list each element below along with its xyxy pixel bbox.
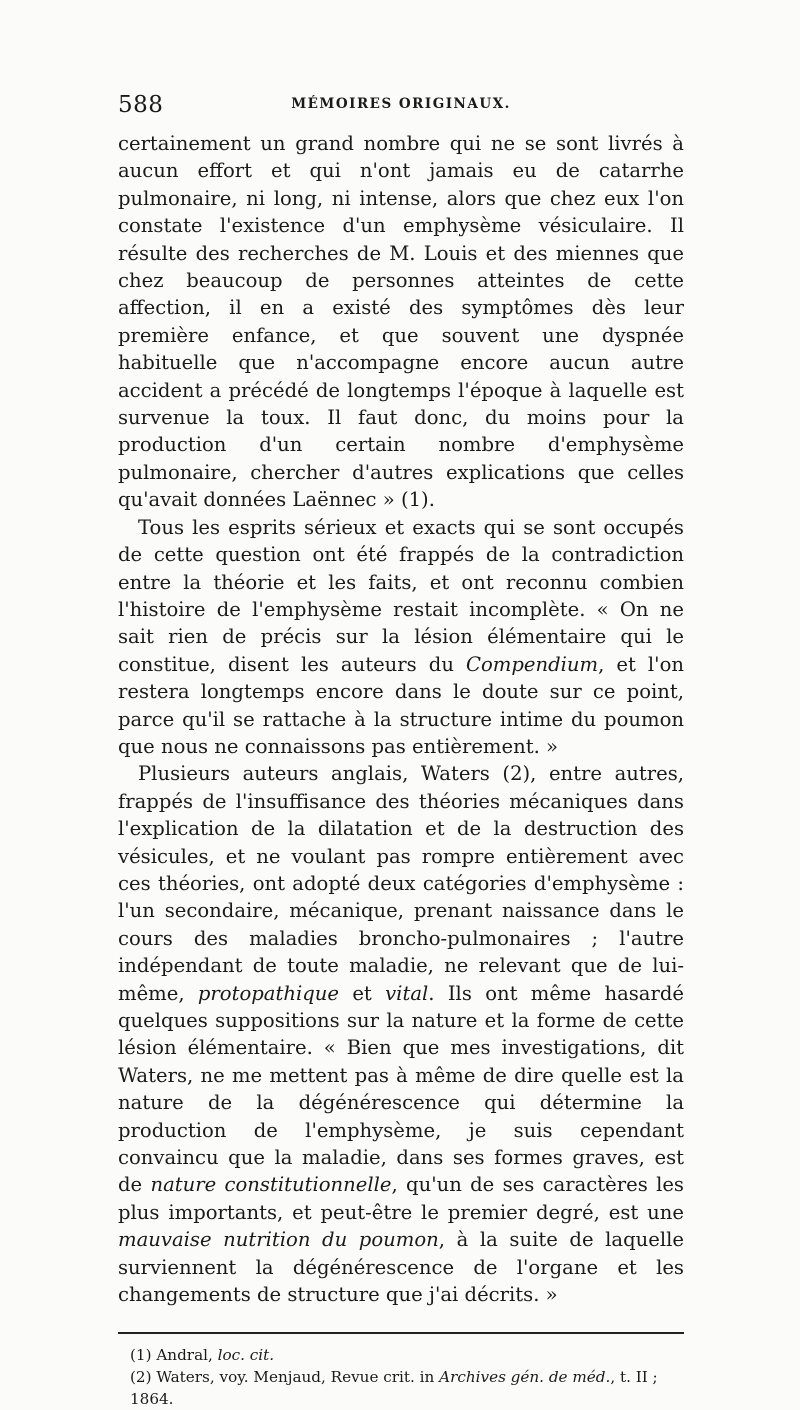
book-page [118,92,684,1410]
italic-text: loc. cit. [217,1346,275,1365]
italic-text: Archives gén. de méd. [439,1368,611,1387]
footnote-1 [130,1344,684,1366]
paragraph-2 [118,514,684,761]
paragraph-text: . Ils ont même hasardé quelques suppositions sur la nature et la forme de cette lésion élémentaire. « Bien que mes investigations, dit Waters, ne me mettent pas à même de dire quelle est la nature de la dégénérescence qui détermine la production de l'emphysème, je suis cependant convaincu que la maladie, dans ses formes graves, est de [118,981,684,1197]
body-text [118,130,684,1308]
paragraph-text: , et l'on restera longtemps encore dans le doute sur ce point, parce qu'il se rattache à la structure intime du poumon que nous ne connaissons pas entièrement. » [118,652,684,758]
italic-text: nature constitutionnelle [150,1173,392,1197]
paragraph-text: Tous les esprits sérieux et exacts qui se sont occupés de cette question ont été frappés de la contradiction entre la théorie et les faits, et ont reconnu combien l'histoire de l'emphysème restait incomplète. « On ne sait rien de précis sur la lésion élémentaire qui le constitue, disent les auteurs du [118,515,684,676]
italic-text: Compendium [465,652,599,676]
footnotes [118,1344,684,1410]
footnote-text: , t. II ; 1864. [130,1368,658,1409]
italic-text: vital [385,981,429,1005]
italic-text: protopathique [197,981,340,1005]
footnote-text: (2) Waters, voy. Menjaud, Revue crit. in [130,1368,440,1387]
paragraph-text: certainement un grand nombre qui ne se sont livrés à aucun effort et qui n'ont jamais eu de catarrhe pulmonaire, ni long, ni intense, alors que chez eux l'on constate l'existence d'un emphysème vésiculaire. Il résulte des recherches de M. Louis et des miennes que chez beaucoup de personnes atteintes de cette affection, il en a existé des symptômes dès leur première enfance, et que souvent une dyspnée habituelle que n'accompagne encore aucun autre accident a précédé de longtemps l'époque à laquelle est survenue la toux. Il faut donc, du moins pour la production d'un certain nombre d'emphysème pulmonaire, chercher d'autres explications que celles qu'avait données Laënnec » (1). [118,132,684,512]
paragraph-3 [118,760,684,1308]
paragraph-text: Plusieurs auteurs anglais, Waters (2), entre autres, frappés de l'insuffisance des théories mécaniques dans l'explication de la dilatation et de la destruction des vésicules, et ne voulant pas rompre entièrement avec ces théories, ont adopté deux catégories d'emphysème : l'un secondaire, mécanique, prenant naissance dans le cours des maladies broncho-pulmonaires ; l'autre indépendant de toute maladie, ne relevant que de lui-même, [118,762,684,1005]
italic-text: mauvaise nutrition du poumon [118,1228,439,1252]
paragraph-text: et [339,981,386,1005]
running-title: MÉMOIRES ORIGINAUX. [291,96,511,112]
footnote-2 [130,1366,684,1410]
paragraph-1 [118,130,684,514]
footnote-text: (1) Andral, [130,1346,218,1365]
page-header [118,92,684,122]
footnote-divider [118,1332,684,1334]
paragraph-text: , à la suite de laquelle surviennent la dégénérescence de l'organe et les changements de structure que j'ai décrits. » [118,1228,684,1307]
paragraph-text: , qu'un de ses caractères les plus importants, et peut-être le premier degré, est une [118,1173,684,1224]
page-number: 588 [118,92,164,118]
